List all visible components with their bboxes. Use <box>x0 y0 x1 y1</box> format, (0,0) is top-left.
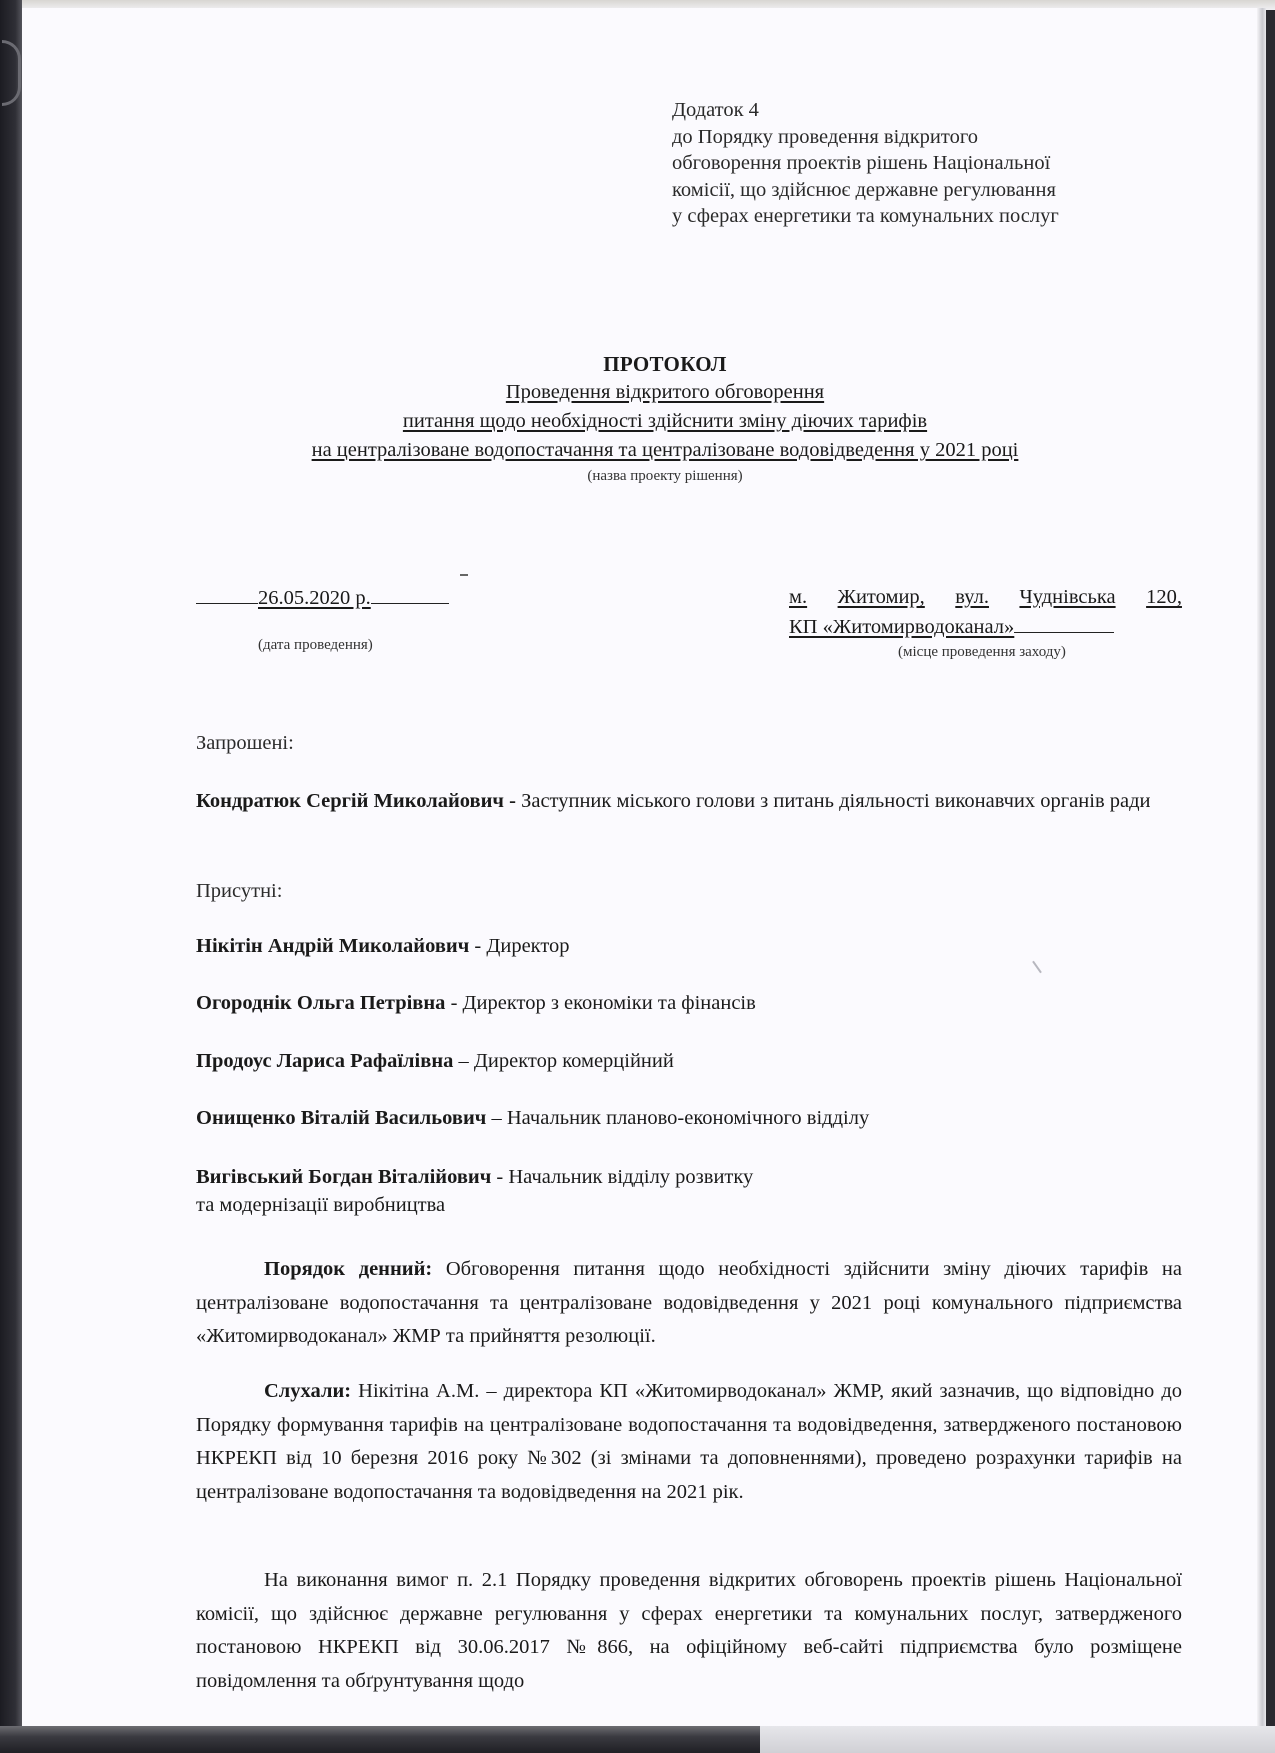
person-role: Директор комерційний <box>473 1050 674 1072</box>
person-name: Продоус Лариса Рафаїлівна <box>196 1050 454 1072</box>
title-line: Проведення відкритого обговорення <box>505 381 825 403</box>
meeting-place <box>789 583 1182 642</box>
person-role: Начальник планово-економічного відділу <box>506 1107 870 1129</box>
place-word: Чуднівська <box>1019 586 1116 608</box>
annex-line: Додаток 4 <box>672 99 759 121</box>
document-title: ПРОТОКОЛ <box>603 352 727 376</box>
separator: - <box>504 790 522 812</box>
person-role: Директор з економіки та фінансів <box>462 992 756 1014</box>
place-org: КП «Житомирводоканал» <box>789 616 1015 638</box>
separator: - <box>491 1166 509 1188</box>
person-name: Нікітін Андрій Миколайович <box>196 935 470 957</box>
fulfillment-paragraph <box>196 1564 1182 1698</box>
fulfillment-text: На виконання вимог п. 2.1 Порядку проведення відкритих обговорень проектів рішень Національної комісії, що здійснює державне регулювання у сферах енергетики та комунальних послуг, затвердженого постановою НКРЕКП від 30.06.2017 №866, на офіційному веб-сайті підприємства було розміщене повідомлення та обґрунтування щодо <box>196 1569 1182 1692</box>
separator: - <box>469 935 487 957</box>
scan-left-edge <box>0 0 22 1753</box>
title-line: на централізоване водопостачання та централізоване водовідведення у 2021 році <box>311 439 1019 461</box>
annex-line: комісії, що здійснює державне регулювання <box>672 178 1056 201</box>
stray-mark <box>460 574 468 576</box>
meeting-date-caption: (дата проведення) <box>258 637 373 653</box>
person-role: Начальник відділу розвитку та модернізації виробництва <box>196 1166 754 1216</box>
heard-label: Слухали: <box>264 1380 352 1402</box>
separator: - <box>445 992 463 1014</box>
annex-line: у сферах енергетики та комунальних послуг <box>672 205 1059 227</box>
present-person <box>196 989 1182 1017</box>
underline-blank <box>1014 612 1114 633</box>
person-name: Огороднік Ольга Петрівна <box>196 992 446 1014</box>
place-word: 120, <box>1146 586 1182 608</box>
present-person <box>196 1047 1182 1075</box>
agenda-text: Обговорення питання щодо необхідності здійснити зміну діючих тарифів на централізоване водопостачання та централізоване водовідведення у 2021 році комунального підприємства «Житомирводоканал» ЖМР та прийняття резолюції. <box>196 1258 1182 1347</box>
separator: – <box>453 1050 474 1072</box>
page-right-edge <box>1257 8 1266 1726</box>
person-name: Кондратюк Сергій Миколайович <box>196 790 504 812</box>
present-label: Присутні: <box>196 880 283 902</box>
meeting-date-value: 26.05.2020 р. <box>258 587 371 609</box>
heard-text: Нікітіна А.М. – директора КП «Житомирводоканал» ЖМР, який зазначив, що відповідно до Порядку формування тарифів на централізоване водопостачання та водовідведення, затвердженого постановою НКРЕКП від 10 березня 2016 року №302 (зі змінами та доповненнями), проведено розрахунки тарифів на централізоване водопостачання та водовідведення на 2021 рік. <box>196 1380 1182 1503</box>
place-word: м. <box>789 586 808 608</box>
present-person <box>196 1163 756 1219</box>
invited-person <box>196 787 1182 815</box>
binder-ring <box>2 40 21 106</box>
agenda-paragraph <box>196 1253 1182 1354</box>
present-person <box>196 932 1182 960</box>
person-role: Директор <box>486 935 570 957</box>
title-caption: (назва проекту рішення) <box>587 468 743 484</box>
title-block <box>180 350 1150 487</box>
meeting-date <box>196 583 449 611</box>
meeting-place-caption: (місце проведення заходу) <box>898 644 1066 660</box>
underline-blank <box>196 583 258 604</box>
scan-bottom-edge <box>0 1726 1275 1753</box>
underline-blank <box>371 583 449 604</box>
invited-label: Запрошені: <box>196 732 294 754</box>
present-person <box>196 1104 1182 1132</box>
place-word: вул. <box>955 586 989 608</box>
person-role: Заступник міського голови з питань діяльності виконавчих органів ради <box>521 790 1151 812</box>
agenda-label: Порядок денний: <box>264 1258 433 1280</box>
separator: – <box>486 1107 507 1129</box>
person-name: Онищенко Віталій Васильович <box>196 1107 487 1129</box>
annex-header <box>672 97 1059 230</box>
place-word: Житомир, <box>837 586 925 608</box>
title-line: питання щодо необхідності здійснити зміну діючих тарифів <box>402 410 928 432</box>
place-line-2 <box>789 612 1182 642</box>
annex-line: до Порядку проведення відкритого <box>672 125 978 148</box>
annex-line: обговорення проектів рішень Національної <box>672 152 1051 174</box>
heard-paragraph <box>196 1375 1182 1509</box>
person-name: Вигівський Богдан Віталійович <box>196 1166 492 1188</box>
place-line-1 <box>789 583 1182 612</box>
